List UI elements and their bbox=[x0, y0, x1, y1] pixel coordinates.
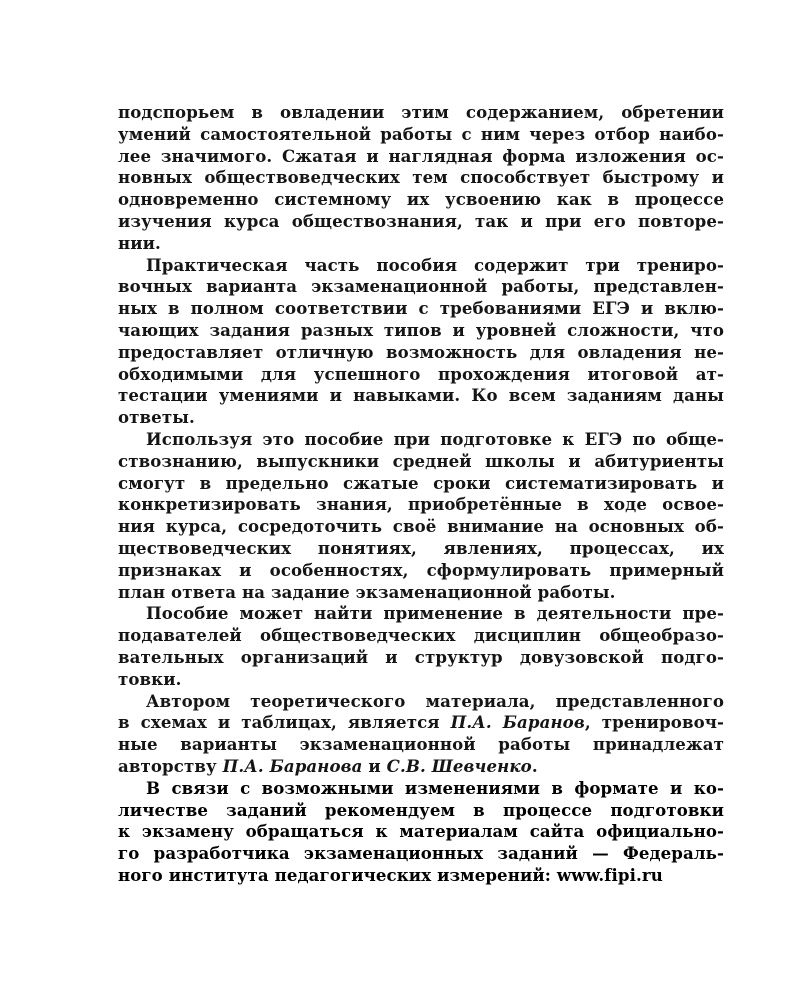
text-line: одновременно системному их усвоению как в процессе bbox=[118, 189, 724, 210]
author-name: С.В. Шевченко bbox=[386, 755, 532, 776]
notice-line: к экзамену обращаться к материалам сайта официально- bbox=[118, 821, 724, 842]
text-line: план ответа на задание экзаменационной работы. bbox=[118, 581, 616, 602]
text-line: вочных варианта экзаменационной работы, представлен- bbox=[118, 276, 724, 297]
text-line: конкретизировать знания, приобретённые в ходе освое- bbox=[118, 494, 724, 515]
text-line: предоставляет отличную возможность для овладения не- bbox=[118, 341, 724, 362]
text-line: подспорьем в овладении этим содержанием, обретении bbox=[118, 102, 724, 122]
text-line: смогут в предельно сжатые сроки систематизировать и bbox=[118, 472, 724, 493]
notice-line: В связи с возможными изменениями в формате и ко- bbox=[146, 777, 724, 798]
text-line: ные варианты экзаменационной работы принадлежат bbox=[118, 734, 724, 755]
notice-line: го разработчика экзаменационных заданий — Федераль- bbox=[118, 843, 724, 864]
author-name: П.А. Баранова bbox=[222, 755, 363, 776]
text-line: ния курса, сосредоточить своё внимание на основных об- bbox=[118, 516, 724, 537]
text-line: авторству П.А. Баранова и С.В. Шевченко. bbox=[118, 755, 538, 776]
notice-line: личестве заданий рекомендуем в процессе подготовки bbox=[118, 799, 724, 820]
text-line: нии. bbox=[118, 232, 161, 253]
text-line: подавателей обществоведческих дисциплин общеобразо- bbox=[118, 625, 724, 646]
text-line: Используя это пособие при подготовке к ЕГЭ по обще- bbox=[146, 428, 724, 449]
text-line: чающих задания разных типов и уровней сложности, что bbox=[118, 319, 724, 340]
text-line: обходимыми для успешного прохождения итоговой ат- bbox=[118, 363, 724, 384]
text-line: изучения курса обществознания, так и при его повторе- bbox=[118, 210, 724, 231]
text-line: в схемах и таблицах, является П.А. Баранов, тренировоч- bbox=[118, 712, 724, 733]
text-line: ществоведческих понятиях, явлениях, процессах, их bbox=[118, 537, 724, 558]
text-line: тестации умениями и навыками. Ко всем заданиям даны bbox=[118, 385, 724, 406]
author-name: П.А. Баранов bbox=[450, 712, 585, 733]
text-line: ответы. bbox=[118, 407, 195, 428]
text-line: ствознанию, выпускники средней школы и абитуриенты bbox=[118, 450, 724, 471]
text-line: Пособие может найти применение в деятельности пре- bbox=[146, 603, 724, 624]
text-line: Практическая часть пособия содержит три трениро- bbox=[146, 254, 724, 275]
text-line: Автором теоретического материала, представленного bbox=[146, 690, 724, 711]
text-line: ных в полном соответствии с требованиями ЕГЭ и вклю- bbox=[118, 298, 724, 319]
text-line: лее значимого. Сжатая и наглядная форма изложения ос- bbox=[118, 145, 724, 166]
text-line: новных обществоведческих тем способствует быстрому и bbox=[118, 167, 724, 188]
notice-line: ного института педагогических измерений: www.fipi.ru bbox=[118, 864, 663, 885]
body-text bbox=[118, 102, 724, 887]
text-line: умений самостоятельной работы с ним через отбор наибо- bbox=[118, 123, 724, 144]
text-line: товки. bbox=[118, 668, 182, 689]
text-line: признаках и особенностях, сформулировать примерный bbox=[118, 559, 724, 580]
text-line: вательных организаций и структур довузовской подго- bbox=[118, 646, 724, 667]
